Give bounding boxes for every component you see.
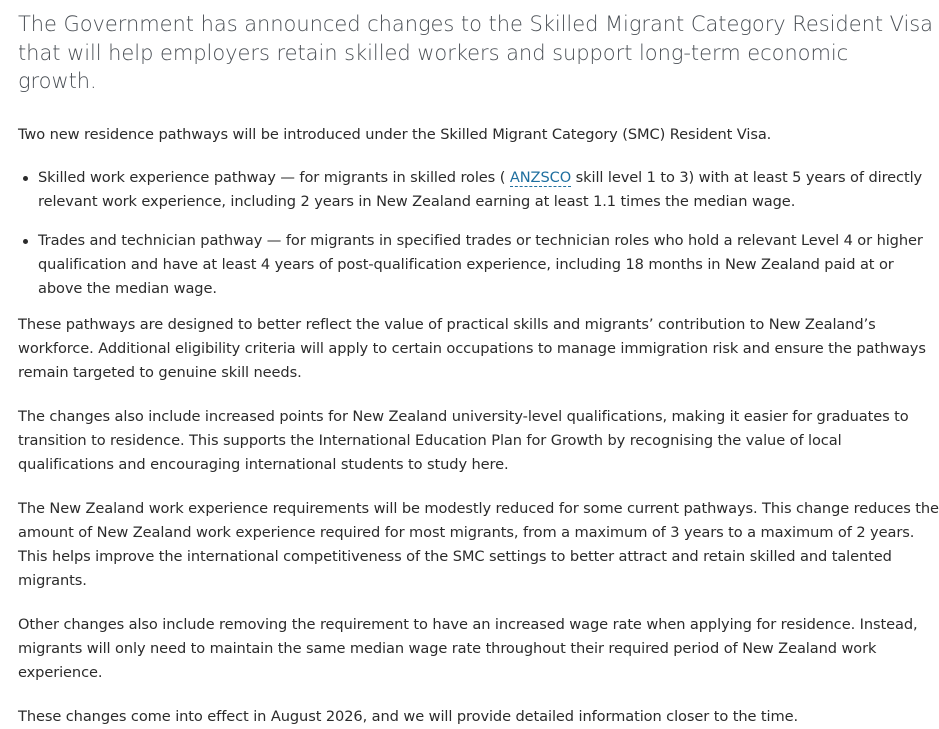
paragraph-wage-rate: Other changes also include removing the requirement to have an increased wage rate when applying for residence. Instead, migrants will only need to maintain the same median wage rate throughout their required period of New Zealand work experience. — [18, 615, 918, 681]
pathways-list — [18, 166, 938, 301]
paragraph-pathways-design: These pathways are designed to better reflect the value of practical skills and migrants’ contribution to New Zealand’s workforce. Additional eligibility criteria will apply to certain occupations to manage immigration risk and ensure the pathways remain targeted to genuine skill needs. — [18, 315, 926, 381]
list-item-skilled-work-pathway — [38, 166, 938, 214]
lede-paragraph: The Government has announced changes to the Skilled Migrant Category Resident Visa that will help employers retain skilled workers and support long-term economic growth. — [18, 12, 933, 93]
list-item-trades-technician-pathway: Trades and technician pathway — for migrants in specified trades or technician roles who hold a relevant Level 4 or higher qualification and have at least 4 years of post-qualification experience, including 18 months in New Zealand paid at or above the median wage. — [38, 229, 938, 301]
pathway-text-after-link: skill level 1 to 3) with at least 5 years of directly relevant work experience, including 2 years in New Zealand earning at least 1.1 times the median wage. — [38, 168, 923, 210]
paragraph-university-points: The changes also include increased points for New Zealand university-level qualifications, making it easier for graduates to transition to residence. This supports the International Education Plan for Growth by recognising the value of local qualifications and encouraging international students to study here. — [18, 407, 909, 473]
intro-paragraph: Two new residence pathways will be introduced under the Skilled Migrant Category (SMC) Resident Visa. — [18, 125, 772, 143]
body-paragraphs — [18, 313, 939, 729]
paragraph-effective-date: These changes come into effect in August 2026, and we will provide detailed information closer to the time. — [18, 707, 798, 725]
paragraph-work-experience: The New Zealand work experience requirements will be modestly reduced for some current pathways. This change reduces the amount of New Zealand work experience required for most migrants, from a maximum of 3 years to a maximum of 2 years. This helps improve the international competitiveness of the SMC settings to better attract and retain skilled and talented migrants. — [18, 499, 939, 589]
pathway-text-before-link: Skilled work experience pathway — for migrants in skilled roles ( — [38, 168, 510, 186]
anzsco-link[interactable]: ANZSCO — [509, 168, 572, 186]
